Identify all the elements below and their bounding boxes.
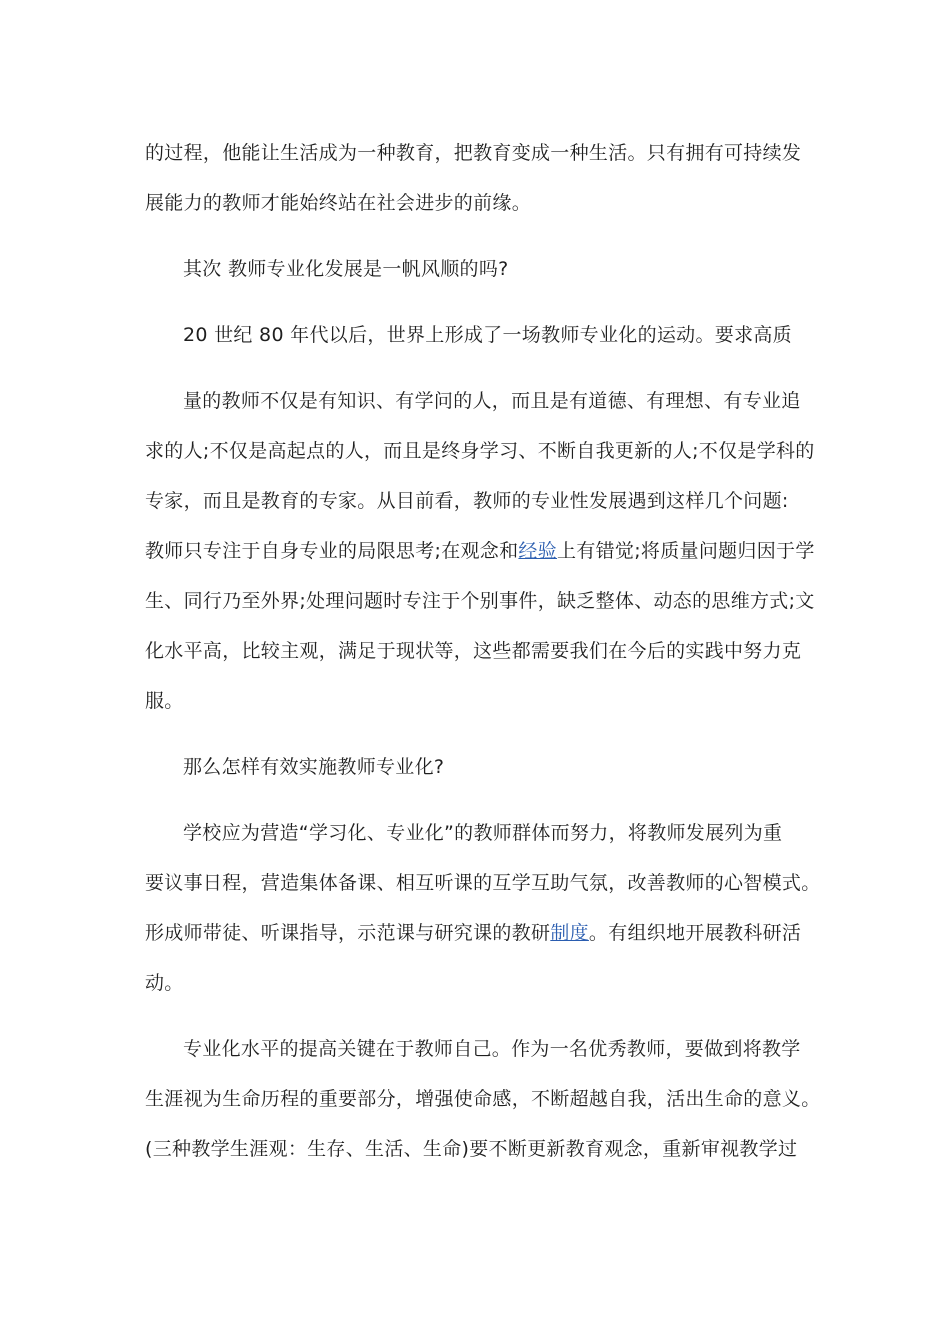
text-line: [145, 908, 810, 958]
text-segment: 。有组织地开展教科研活: [588, 922, 802, 944]
text-line: 服。: [145, 690, 184, 712]
text-line: [145, 526, 815, 576]
text-line: 专业化水平的提高关键在于教师自己。作为一名优秀教师，要做到将教学: [183, 1038, 801, 1060]
text-segment: 教师只专注于自身专业的局限思考;在观念和: [145, 540, 519, 562]
link-zhidu[interactable]: 制度: [550, 922, 589, 944]
text-line: 生、同行乃至外界;处理问题时专注于个别事件，缺乏整体、动态的思维方式;文: [145, 590, 815, 612]
text-line: 学校应为营造“学习化、专业化”的教师群体而努力，将教师发展列为重: [183, 822, 783, 844]
text-line: 动。: [145, 972, 184, 994]
paragraph-1: [145, 128, 810, 228]
paragraph-3: [145, 376, 815, 726]
link-jingyan[interactable]: 经验: [518, 540, 558, 562]
text-line: 化水平高，比较主观，满足于现状等，这些都需要我们在今后的实践中努力克: [145, 640, 802, 662]
text-segment: 上有错觉;将质量问题归因于学: [557, 540, 815, 562]
text-line: 量的教师不仅是有知识、有学问的人，而且是有道德、有理想、有专业追: [183, 390, 801, 412]
text-line: 的过程，他能让生活成为一种教育，把教育变成一种生活。只有拥有可持续发: [145, 142, 802, 164]
text-line: 生涯视为生命历程的重要部分，增强使命感，不断超越自我，活出生命的意义。: [145, 1088, 821, 1110]
text-line: 专家，而且是教育的专家。从目前看，教师的专业性发展遇到这样几个问题:: [145, 490, 789, 512]
heading-question-1: 其次 教师专业化发展是一帆风顺的吗?: [183, 258, 509, 280]
paragraph-4: [145, 808, 821, 1008]
text-segment: 形成师带徒、听课指导，示范课与研究课的教研: [145, 922, 551, 944]
paragraph-5: [145, 1024, 821, 1174]
heading-question-2: 那么怎样有效实施教师专业化?: [183, 756, 445, 778]
text-line: 求的人;不仅是高起点的人，而且是终身学习、不断自我更新的人;不仅是学科的: [145, 440, 815, 462]
text-line: (三种教学生涯观：生存、生活、生命)要不断更新教育观念，重新审视教学过: [145, 1138, 798, 1160]
document-body: [145, 128, 821, 1174]
text-line: 要议事日程，营造集体备课、相互听课的互学互助气氛，改善教师的心智模式。: [145, 872, 821, 894]
text-line: 展能力的教师才能始终站在社会进步的前缘。: [145, 192, 532, 214]
paragraph-2: 20 世纪 80 年代以后，世界上形成了一场教师专业化的运动。要求高质: [183, 324, 792, 346]
